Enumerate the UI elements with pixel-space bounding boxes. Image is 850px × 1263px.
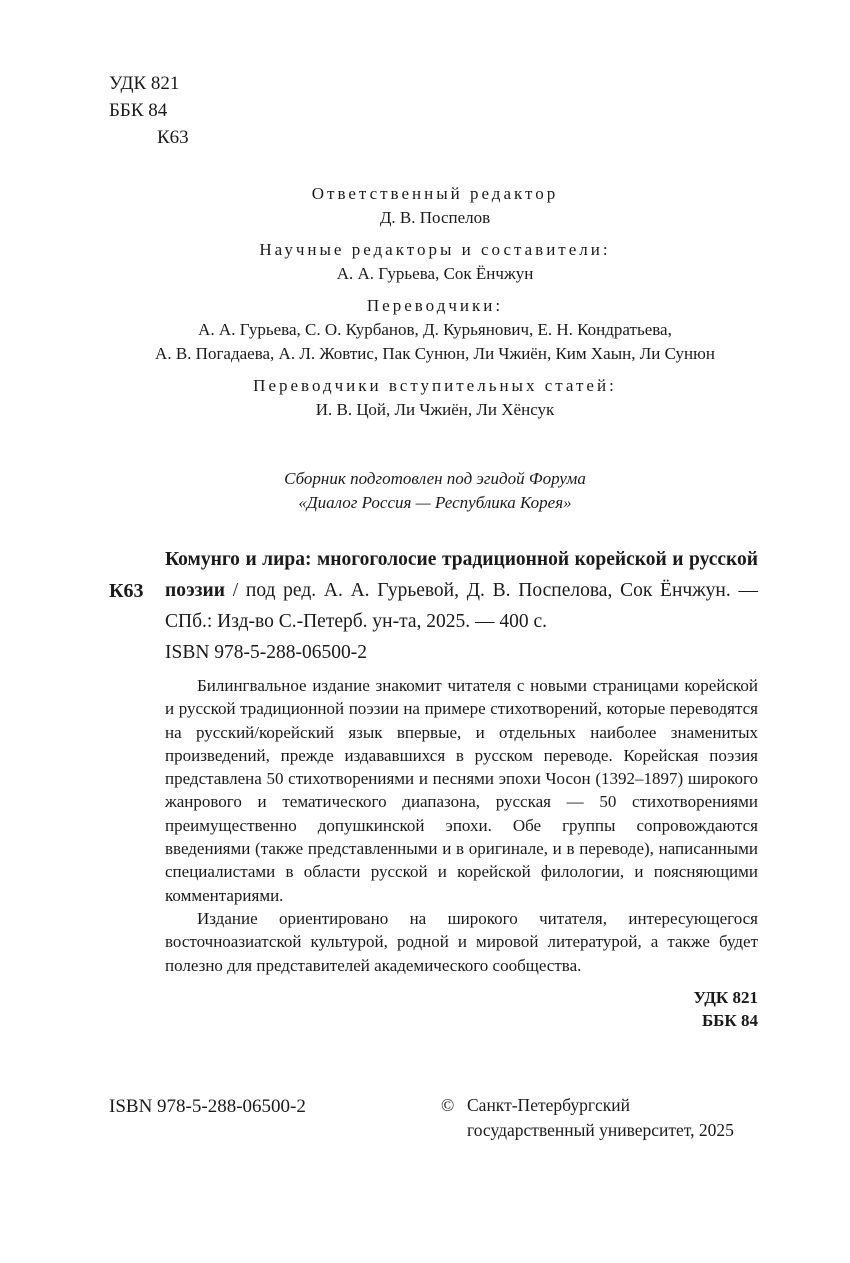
- copyright-holder-line: Санкт-Петербургский: [467, 1095, 631, 1115]
- udk-code: УДК 821: [693, 988, 758, 1007]
- copyright-holder-line: государственный университет, 2025: [467, 1120, 734, 1140]
- credit-names: А. А. Гурьева, С. О. Курбанов, Д. Курьянович, Е. Н. Кондратьева,: [198, 320, 672, 339]
- credit-names: А. А. Гурьева, Сок Ёнчжун: [336, 264, 534, 283]
- credit-role: Переводчики вступительных статей:: [253, 376, 617, 395]
- forum-note-line: «Диалог Россия — Республика Корея»: [298, 493, 572, 512]
- forum-note-line: Сборник подготовлен под эгидой Форума: [284, 469, 586, 488]
- credit-names: И. В. Цой, Ли Чжиён, Ли Хёнсук: [315, 400, 555, 419]
- credit-role: Научные редакторы и составители:: [259, 240, 611, 259]
- forum-note: [100, 467, 770, 515]
- credit-role: Переводчики:: [366, 296, 504, 315]
- credit-translators: [100, 294, 770, 366]
- copyright-notice: [441, 1093, 734, 1143]
- annotation: [165, 674, 758, 977]
- credit-names: Д. В. Поспелов: [379, 208, 491, 227]
- bbk-code: ББК 84: [701, 1011, 758, 1030]
- credit-article-translators: [100, 374, 770, 422]
- catalog-card-code: К63: [109, 580, 144, 602]
- bbk-code: ББК 84: [109, 100, 168, 121]
- copyright-symbol: ©: [441, 1095, 455, 1115]
- credit-role: Ответственный редактор: [311, 184, 559, 203]
- footer-isbn: ISBN 978-5-288-06500-2: [109, 1096, 306, 1117]
- book-title: Комунго и лира: многоголосие традиционной корейской и русской поэзии: [165, 549, 758, 601]
- credits-section: [100, 182, 770, 430]
- credit-responsible-editor: [100, 182, 770, 230]
- book-bibliographic-details: / под ред. А. А. Гурьевой, Д. В. Поспелова, Сок Ёнчжун. — СПб.: Изд-во С.-Петерб. ун-та, 2025. — 400 с.: [165, 580, 758, 632]
- classification-codes-top: [109, 70, 189, 151]
- annotation-paragraph: Издание ориентировано на широкого читателя, интересующегося восточноазиатской культурой, родной и мировой литературой, а также будет полезно для представителей академического сообщества.: [165, 908, 758, 975]
- credit-scientific-editors: [100, 238, 770, 286]
- author-mark: К63: [157, 127, 189, 148]
- annotation-paragraph: Билингвальное издание знакомит читателя с новыми страницами корейской и русской традиционной поэзии на примере стихотворений, которые переводятся на русский/корейский язык впервые, и отдельных наиболее знаменитых произведений, прежде издававшихся в русском переводе. Корейская поэзия представлена 50 стихотворениями и песнями эпохи Чосон (1392–1897) широкого жанрового и тематического диапазона, русская — 50 стихотворениями преимущественно допушкинской эпохи. Обе группы сопровождаются введениями (также представленными и в оригинале, и в переводе), написанными специалистами в области русской и корейской филологии, и поясняющими комментариями.: [165, 676, 758, 905]
- catalog-card-description: [165, 544, 758, 668]
- classification-codes-bottom: [560, 986, 758, 1032]
- udk-code: УДК 821: [109, 73, 180, 94]
- book-isbn: ISBN 978-5-288-06500-2: [165, 642, 368, 663]
- credit-names: А. В. Погадаева, А. Л. Жовтис, Пак Сунюн, Ли Чжиён, Ким Хаын, Ли Сунюн: [155, 344, 715, 363]
